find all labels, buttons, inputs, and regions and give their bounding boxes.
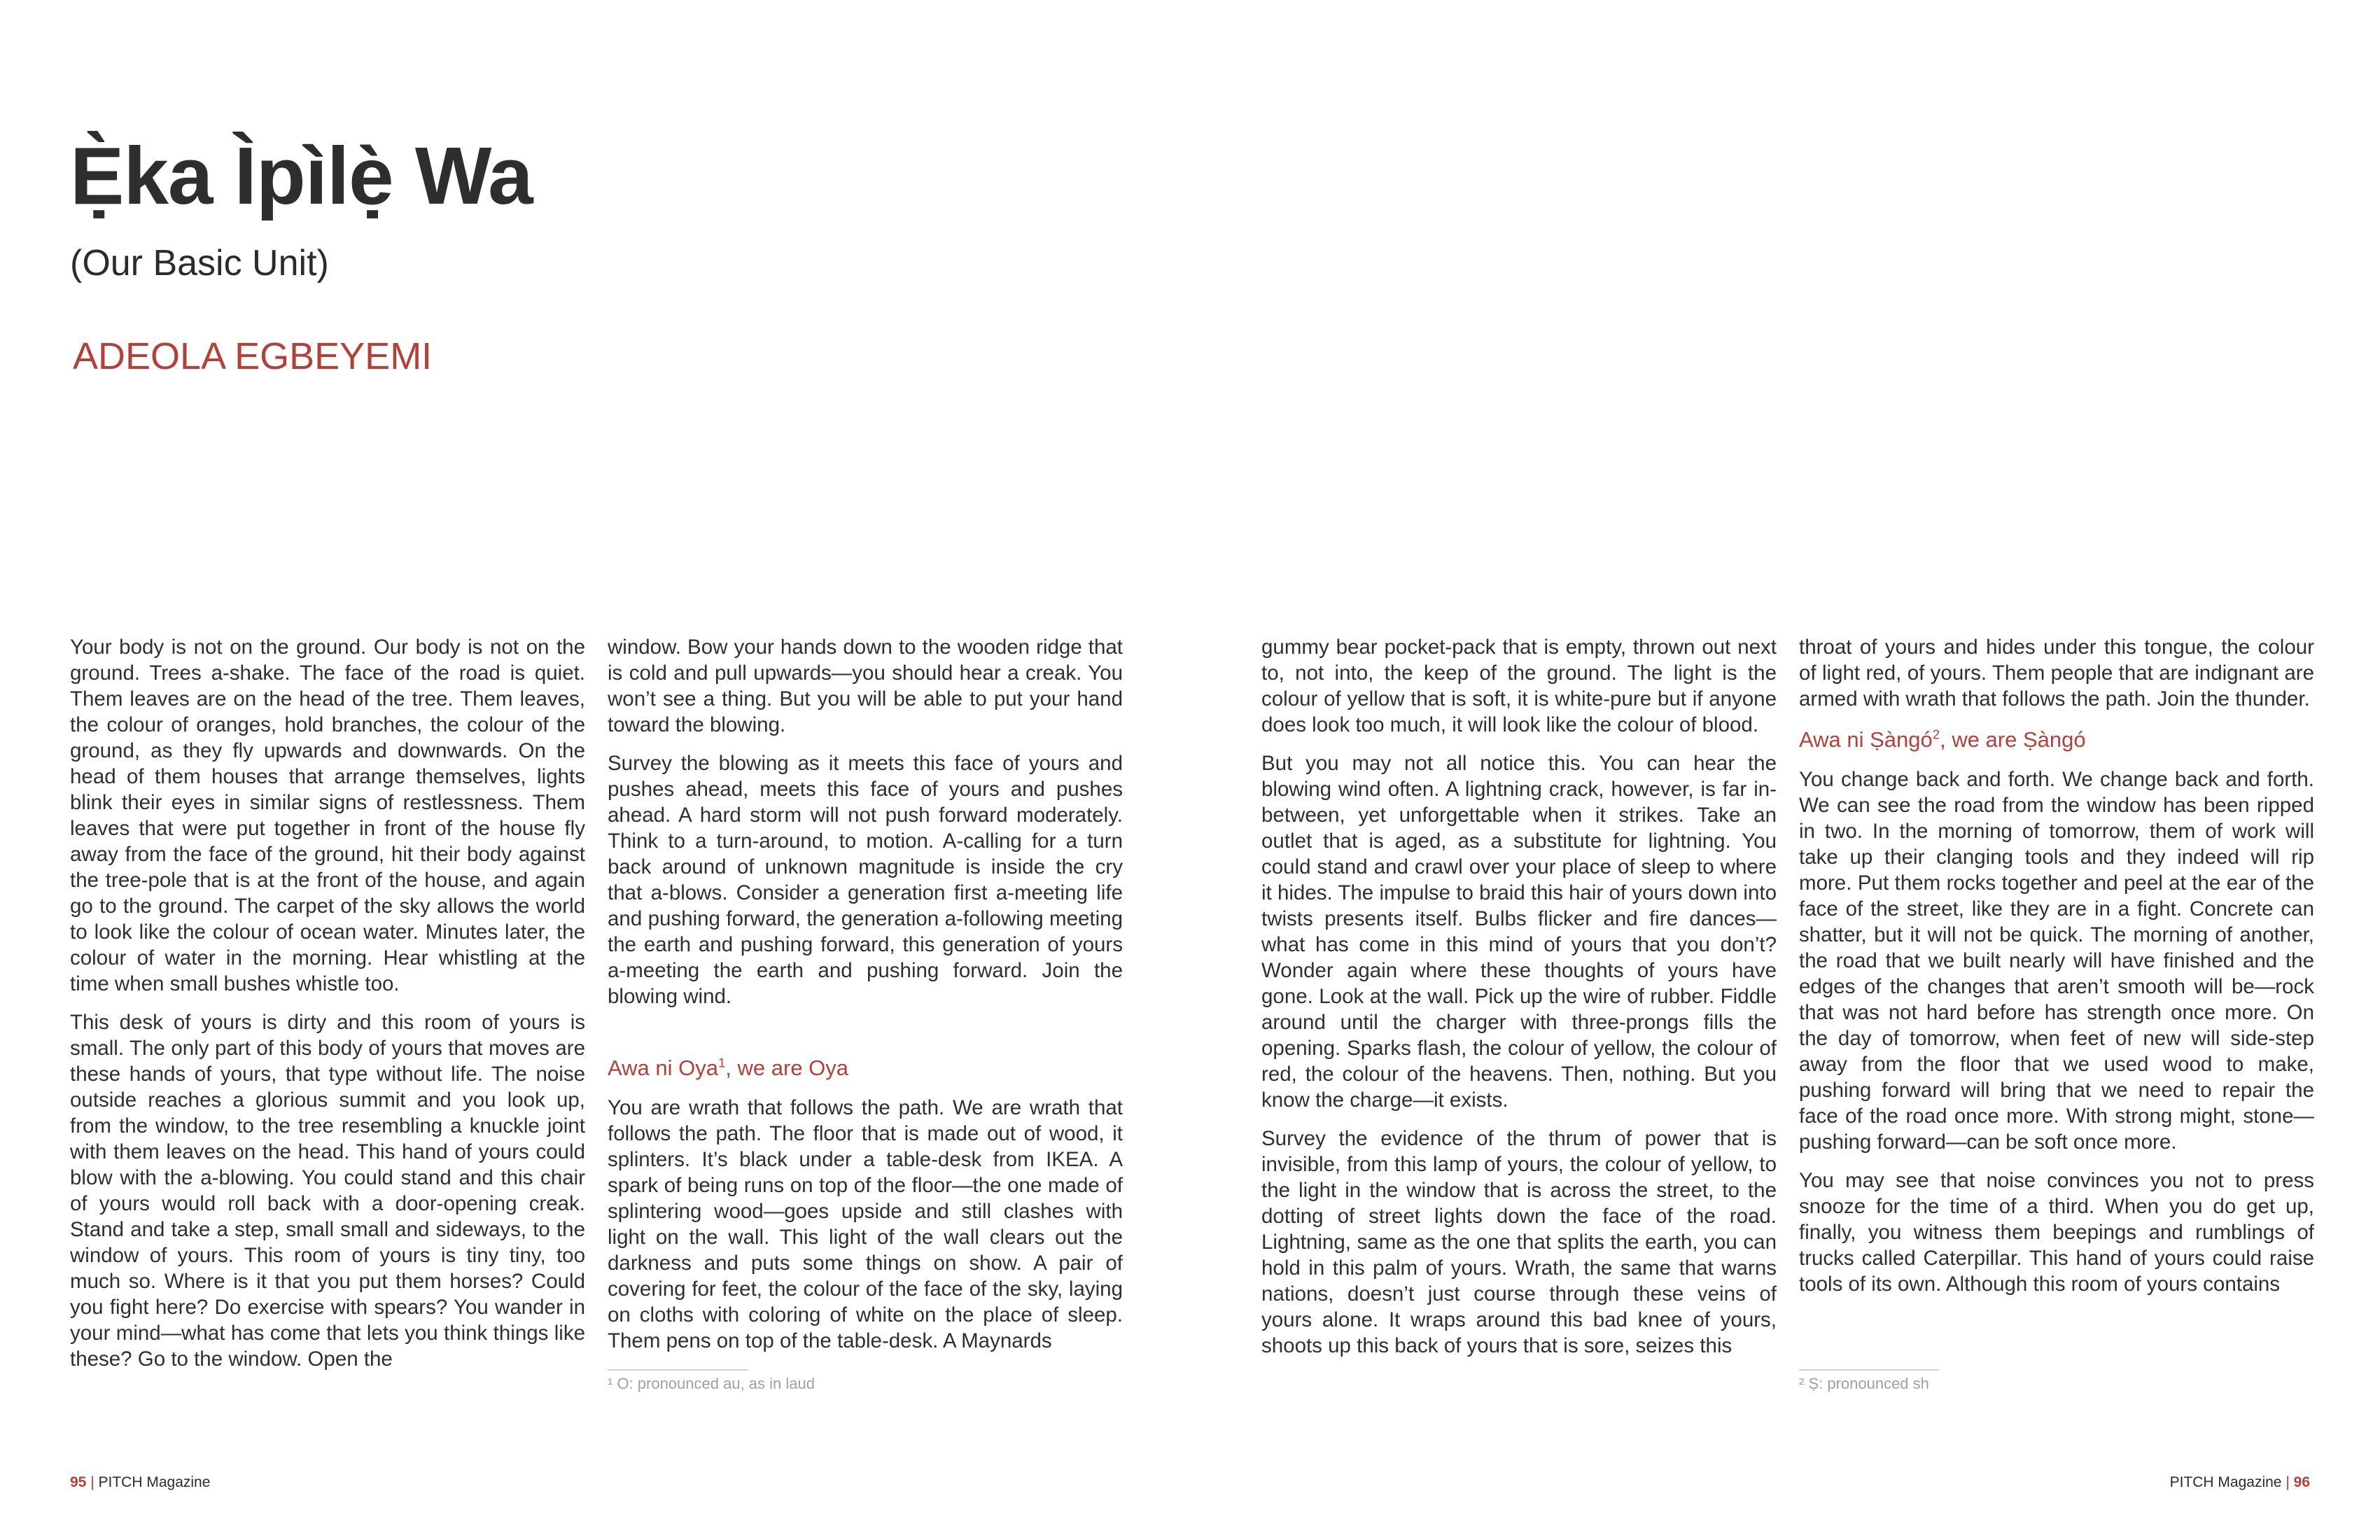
footnote-1: ¹ O: pronounced au, as in laud <box>608 1375 815 1392</box>
section-heading-oya <box>608 1054 1123 1082</box>
magazine-name: PITCH Magazine <box>98 1474 211 1490</box>
paragraph: You are wrath that follows the path. We are wrath that follows the path. The floor that is made out of wood, it splinters. It’s black under a table-desk from IKEA. A spark of being runs on top of the floor—the one made of splintering wood—goes upside and still clashes with light on the wall. This light of the wall clears out the darkness and puts some things on show. A pair of covering for feet, the colour of the face of the sky, laying on cloths with coloring of white on the place of sleep. Them pens on top of the table-desk. A Maynards <box>608 1096 1123 1352</box>
section-heading-sango <box>1799 726 2314 754</box>
paragraph: window. Bow your hands down to the wooden ridge that is cold and pull upwards—you should hear a creak. You won’t see a thing. But you will be able to put your hand toward the blowing. <box>608 636 1123 736</box>
article-subtitle: (Our Basic Unit) <box>70 243 329 284</box>
paragraph: Survey the evidence of the thrum of power that is invisible, from this lamp of yours, the colour of yellow, to the light in the window that is across the street, to the dotting of street lights down the face of the road. Lightning, same as the one that splits the earth, you can hold in this palm of yours. Wrath, the same that warns nations, doesn’t just course through these veins of yours alone. It wraps around this bad knee of yours, shoots up this back of yours that is sore, seizes this <box>1261 1127 1777 1357</box>
text-column-4 <box>1799 634 2314 1310</box>
paragraph: Survey the blowing as it meets this face of yours and pushes ahead, meets this face of yours and pushes ahead. A hard storm will not push forward moderately. Think to a turn-around, to motion. A-calling for a turn back around of unknown magnitude is inside the cry that a-blows. Consider a generation first a-meeting life and pushing forward, the generation a-following meeting the earth and pushing forward, this generation of yours a-meeting the earth and pushing forward. Join the blowing wind. <box>608 752 1123 1008</box>
footnote-marker: 2 <box>1932 727 1940 742</box>
folio-left <box>70 1474 210 1491</box>
folio-separator: | <box>90 1474 94 1490</box>
heading-text: , we are Oya <box>725 1056 849 1080</box>
page-number: 95 <box>70 1474 87 1490</box>
footnote-rule <box>1799 1369 1939 1371</box>
folio-right <box>2170 1474 2310 1491</box>
paragraph: Your body is not on the ground. Our body is not on the ground. Trees a-shake. The face of the road is quiet. Them leaves are on the head of the tree. Them leaves, the colour of oranges, hold branches, the colour of the ground, as they fly upwards and downwards. On the head of them houses that arrange themselves, lights blink their eyes in similar signs of restlessness. Them leaves that were put together in front of the house fly away from the face of the ground, hit their body against the tree-pole that is at the front of the house, and again go to the ground. The carpet of the sky allows the world to look like the colour of ocean water. Minutes later, the colour of water in the morning. Hear whistling at the time when small bushes whistle too. <box>70 636 585 995</box>
paragraph: gummy bear pocket-pack that is empty, thrown out next to, not into, the keep of the ground. The light is the colour of yellow that is soft, it is white-pure but if anyone does look too much, it will look like the colour of blood. <box>1261 636 1777 736</box>
footnote-rule <box>608 1369 748 1371</box>
paragraph: This desk of yours is dirty and this room of yours is small. The only part of this body of yours that moves are these hands of yours, that type without life. The noise outside reaches a glorious summit and you look up, from the window, to the tree resembling a knuckle joint with them leaves on the head. This hand of yours could blow with the a-blowing. You could stand and this chair of yours would roll back with a door-opening creak. Stand and take a step, small small and sideways, to the window of yours. This room of yours is tiny tiny, too much so. Where is it that you put them horses? Could you fight here? Do exercise with spears? You wander in your mind—what has come that lets you think things like these? Go to the window. Open the <box>70 1011 585 1371</box>
paragraph: You change back and forth. We change back and forth. We can see the road from the window has been ripped in two. In the morning of tomorrow, them of work will take up their clanging tools and they indeed will rip more. Put them rocks together and peel at the ear of the face of the street, like they are in a fight. Concrete can shatter, but it will not be quick. The morning of another, the road that we built nearly will have finished and the edges of the changes that aren’t smooth will be—rock that was not hard before has strength once more. On the day of tomorrow, when feet of new will side-step away from the floor that we used wood to make, pushing forward will bring that we need to repair the face of the road once more. With strong might, stone—pushing forward—can be soft once more. <box>1799 768 2314 1154</box>
text-column-2 <box>608 634 1123 1366</box>
text-column-1 <box>70 634 585 1385</box>
footnote-marker: 1 <box>718 1055 726 1070</box>
text-column-3 <box>1261 634 1777 1371</box>
author-name: ADEOLA EGBEYEMI <box>73 335 433 377</box>
article-title: Ẹ̀ka Ìpìlẹ̀ Wa <box>70 130 533 221</box>
heading-text: Awa ni Oya <box>608 1056 718 1080</box>
paragraph: But you may not all notice this. You can hear the blowing wind often. A lightning crack, however, is far in-between, yet unforgettable when it strikes. Take an outlet that is aged, as a substitute for lightning. You could stand and crawl over your place of sleep to where it hides. The impulse to braid this hair of yours down into twists presents itself. Bulbs flicker and fire dances—what has come in this mind of yours that you don’t? Wonder again where these thoughts of yours have gone. Look at the wall. Pick up the wire of rubber. Fiddle around until the charger with three-prongs fills the opening. Sparks flash, the colour of yellow, the colour of red, the colour of the heavens. Then, nothing. But you know the charge—it exists. <box>1261 752 1777 1112</box>
heading-text: Awa ni Ṣàngó <box>1799 727 1933 752</box>
heading-text: , we are Ṣàngó <box>1940 727 2086 752</box>
folio-separator: | <box>2286 1474 2290 1490</box>
paragraph: throat of yours and hides under this tongue, the colour of light red, of yours. Them people that are indignant are armed with wrath that follows the path. Join the thunder. <box>1799 636 2314 710</box>
paragraph: You may see that noise convinces you not to press snooze for the time of a third. When you do get up, finally, you witness them beepings and rumblings of trucks called Caterpillar. This hand of yours could raise tools of its own. Although this room of yours contains <box>1799 1169 2314 1296</box>
magazine-name: PITCH Magazine <box>2169 1474 2282 1490</box>
page-number: 96 <box>2293 1474 2310 1490</box>
footnote-2: ² Ṣ: pronounced sh <box>1799 1375 1929 1392</box>
